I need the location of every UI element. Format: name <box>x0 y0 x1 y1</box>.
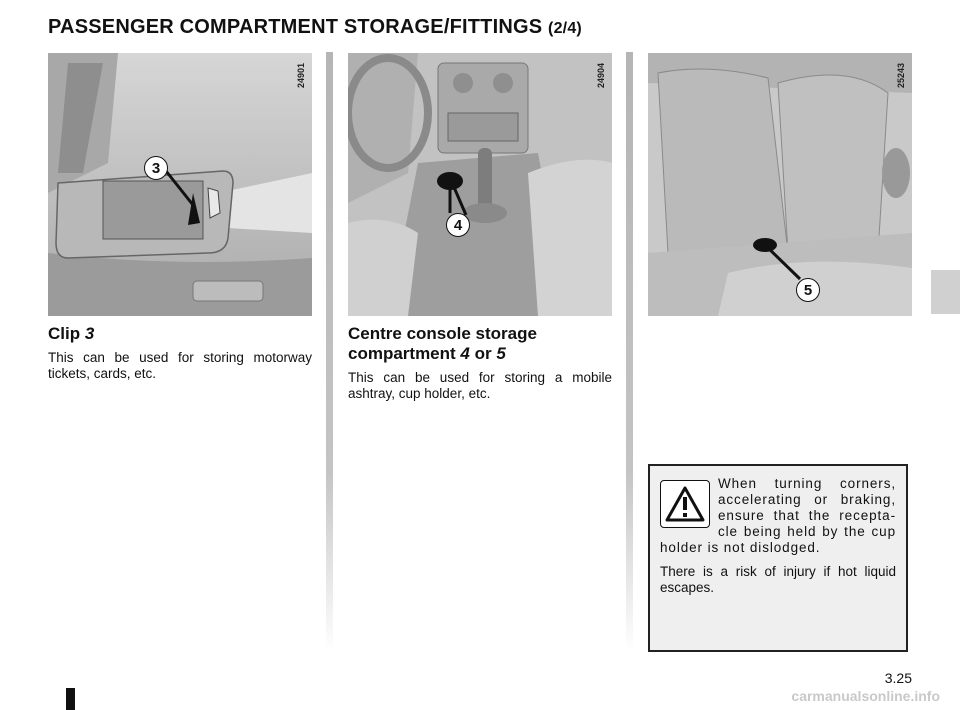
callout-4: 4 <box>446 213 470 237</box>
rear-storage-illustration <box>648 53 912 316</box>
page-title-part: (2/4) <box>548 20 582 37</box>
column-divider-left <box>326 52 333 652</box>
warning-text-2: There is a risk of injury if hot liquid escapes. <box>660 564 896 595</box>
section-tab-marker <box>931 270 960 314</box>
page-title <box>48 16 582 39</box>
photo-sun-visor-clip <box>48 53 312 316</box>
heading-ref-a: 4 <box>460 344 470 363</box>
heading-line1: Centre console storage <box>348 324 537 343</box>
callout-3: 3 <box>144 156 168 180</box>
sun-visor-illustration <box>48 53 312 316</box>
page-title-main: PASSENGER COMPARTMENT STORAGE/FITTINGS <box>48 16 549 38</box>
photo-code: 24901 <box>296 63 306 89</box>
heading-text: Clip <box>48 324 85 343</box>
photo-code: 24904 <box>596 63 606 89</box>
centre-console-illustration <box>348 53 612 316</box>
warning-box <box>648 464 908 652</box>
heading-ref: 3 <box>84 324 95 343</box>
photo-rear-storage <box>648 53 912 316</box>
warning-text-1: When turning corners, accelerating or braking, ensure that the recepta-cle being held by the cup holder is not dislodged. <box>660 476 896 555</box>
section-body-clip: This can be used for storing motorway tickets, cards, etc. <box>48 350 312 381</box>
section-heading-console <box>348 324 612 364</box>
watermark: carmanualsonline.info <box>791 688 940 704</box>
warning-triangle-icon <box>660 480 710 528</box>
heading-ref-b: 5 <box>496 344 506 363</box>
photo-centre-console <box>348 53 612 316</box>
section-body-console: This can be used for storing a mobile ashtray, cup holder, etc. <box>348 370 612 401</box>
photo-code: 25243 <box>896 63 906 89</box>
heading-line2: compartment <box>348 344 461 363</box>
section-heading-clip <box>48 324 94 344</box>
corner-mark <box>66 688 75 710</box>
column-divider-right <box>626 52 633 652</box>
page-number: 3.25 <box>884 670 912 686</box>
heading-or: or <box>469 344 497 363</box>
callout-5: 5 <box>796 278 820 302</box>
